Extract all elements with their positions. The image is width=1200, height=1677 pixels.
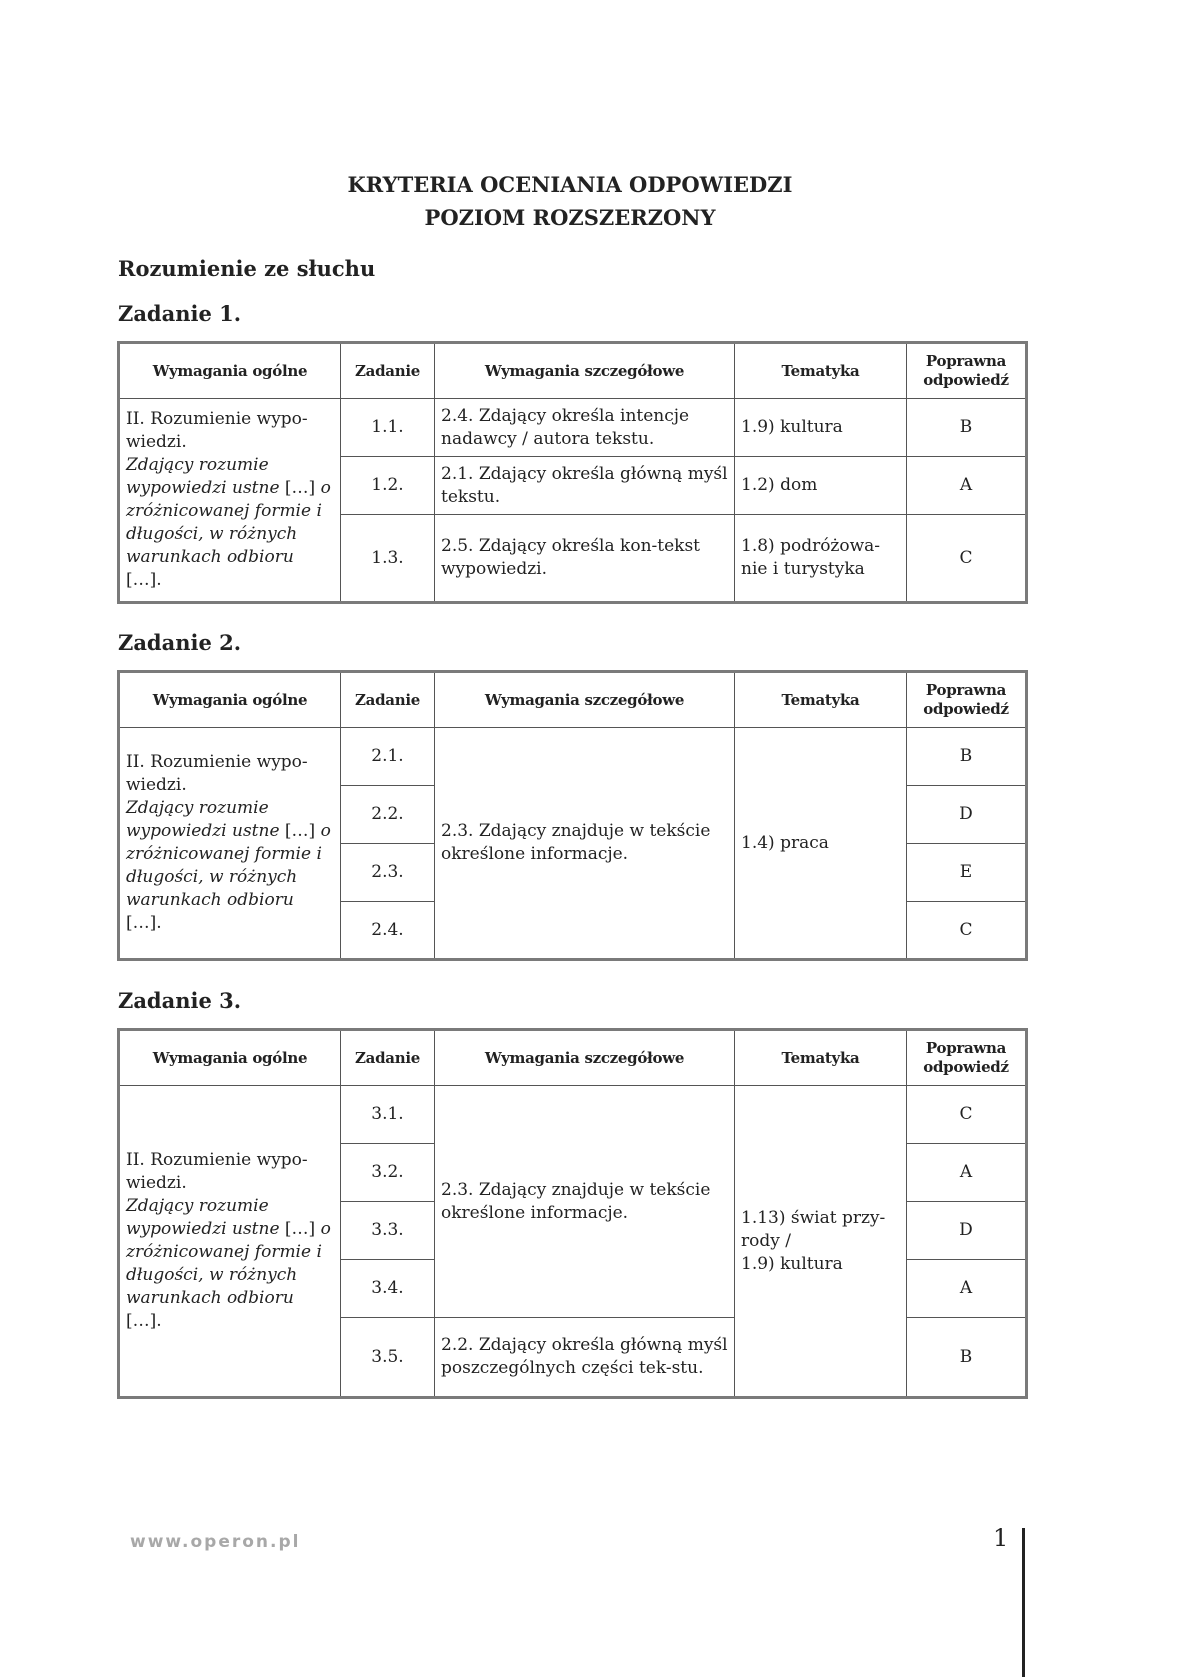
header-general: Wymagania ogólne [119, 343, 341, 399]
task-number: 2.4. [341, 902, 435, 960]
header-answer: Poprawna odpowiedź [907, 672, 1027, 728]
task-number: 3.1. [341, 1086, 435, 1144]
zadanie2-heading: Zadanie 2. [118, 630, 242, 655]
task-number: 3.5. [341, 1318, 435, 1398]
footer-url[interactable]: www.operon.pl [130, 1532, 301, 1552]
zadanie2-table [117, 670, 1028, 961]
answer: B [907, 399, 1027, 457]
general-plain1: […] [279, 821, 316, 841]
general-plain2: […]. [126, 570, 162, 590]
answer: C [907, 1086, 1027, 1144]
answer: A [907, 1260, 1027, 1318]
task-number: 3.2. [341, 1144, 435, 1202]
header-answer: Poprawna odpowiedź [907, 343, 1027, 399]
header-detail: Wymagania szczegółowe [435, 1030, 735, 1086]
answer: D [907, 1202, 1027, 1260]
header-task: Zadanie [341, 343, 435, 399]
page-number: 1 [993, 1524, 1009, 1552]
general-italic2: o zróżnicowanej formie i długości, w różnych warunkach odbioru [126, 821, 331, 910]
general-plain2: […]. [126, 913, 162, 933]
topic: 1.4) praca [735, 728, 907, 960]
header-topic: Tematyka [735, 343, 907, 399]
margin-rule [1022, 1528, 1025, 1677]
section-heading: Rozumienie ze słuchu [118, 256, 376, 281]
header-answer: Poprawna odpowiedź [907, 1030, 1027, 1086]
task-number: 1.1. [341, 399, 435, 457]
detail-requirement: 2.3. Zdający znajduje w tekście określone informacje. [435, 1086, 735, 1318]
general-plain2: […]. [126, 1311, 162, 1331]
task-number: 2.3. [341, 844, 435, 902]
table-row [119, 1086, 1027, 1144]
task-number: 3.3. [341, 1202, 435, 1260]
topic-line2: 1.9) kultura [741, 1253, 843, 1274]
general-requirements [119, 728, 341, 960]
topic: 1.9) kultura [735, 399, 907, 457]
general-italic2: o zróżnicowanej formie i długości, w różnych warunkach odbioru [126, 478, 331, 567]
answer: D [907, 786, 1027, 844]
general-requirements [119, 399, 341, 603]
topic: 1.8) podróżowa-nie i turystyka [735, 515, 907, 603]
topic [735, 1086, 907, 1398]
header-detail: Wymagania szczegółowe [435, 672, 735, 728]
general-plain1: […] [279, 1219, 316, 1239]
answer: C [907, 902, 1027, 960]
answer: B [907, 1318, 1027, 1398]
topic-line1: 1.13) świat przy-rody / [741, 1207, 886, 1251]
doc-title-line1: KRYTERIA OCENIANIA ODPOWIEDZI [347, 172, 793, 197]
zadanie1-table [117, 341, 1028, 604]
general-line1: II. Rozumienie wypo-wiedzi. [126, 752, 308, 795]
zadanie3-heading: Zadanie 3. [118, 988, 242, 1013]
table-header-row [119, 672, 1027, 728]
detail-requirement: 2.2. Zdający określa główną myśl poszczególnych części tek-stu. [435, 1318, 735, 1398]
answer: A [907, 457, 1027, 515]
zadanie1-heading: Zadanie 1. [118, 301, 242, 326]
topic: 1.2) dom [735, 457, 907, 515]
header-detail: Wymagania szczegółowe [435, 343, 735, 399]
general-italic1: Zdający rozumie wypowiedzi ustne [126, 1196, 280, 1239]
detail-requirement: 2.1. Zdający określa główną myśl tekstu. [435, 457, 735, 515]
zadanie3-table [117, 1028, 1028, 1399]
header-topic: Tematyka [735, 1030, 907, 1086]
task-number: 1.2. [341, 457, 435, 515]
answer: E [907, 844, 1027, 902]
header-task: Zadanie [341, 672, 435, 728]
general-italic1: Zdający rozumie wypowiedzi ustne [126, 798, 280, 841]
general-line1: II. Rozumienie wypo-wiedzi. [126, 1150, 308, 1193]
task-number: 2.1. [341, 728, 435, 786]
detail-requirement: 2.3. Zdający znajduje w tekście określone informacje. [435, 728, 735, 960]
task-number: 1.3. [341, 515, 435, 603]
table-row [119, 728, 1027, 786]
task-number: 3.4. [341, 1260, 435, 1318]
header-task: Zadanie [341, 1030, 435, 1086]
general-requirements [119, 1086, 341, 1398]
answer: B [907, 728, 1027, 786]
general-plain1: […] [279, 478, 316, 498]
doc-title-line2: POZIOM ROZSZERZONY [424, 205, 716, 230]
answer: C [907, 515, 1027, 603]
header-topic: Tematyka [735, 672, 907, 728]
task-number: 2.2. [341, 786, 435, 844]
header-general: Wymagania ogólne [119, 1030, 341, 1086]
general-line1: II. Rozumienie wypo-wiedzi. [126, 409, 308, 452]
general-italic2: o zróżnicowanej formie i długości, w różnych warunkach odbioru [126, 1219, 331, 1308]
answer: A [907, 1144, 1027, 1202]
detail-requirement: 2.4. Zdający określa intencje nadawcy / autora tekstu. [435, 399, 735, 457]
table-header-row [119, 343, 1027, 399]
table-row [119, 399, 1027, 457]
detail-requirement: 2.5. Zdający określa kon-tekst wypowiedzi. [435, 515, 735, 603]
general-italic1: Zdający rozumie wypowiedzi ustne [126, 455, 280, 498]
table-header-row [119, 1030, 1027, 1086]
header-general: Wymagania ogólne [119, 672, 341, 728]
